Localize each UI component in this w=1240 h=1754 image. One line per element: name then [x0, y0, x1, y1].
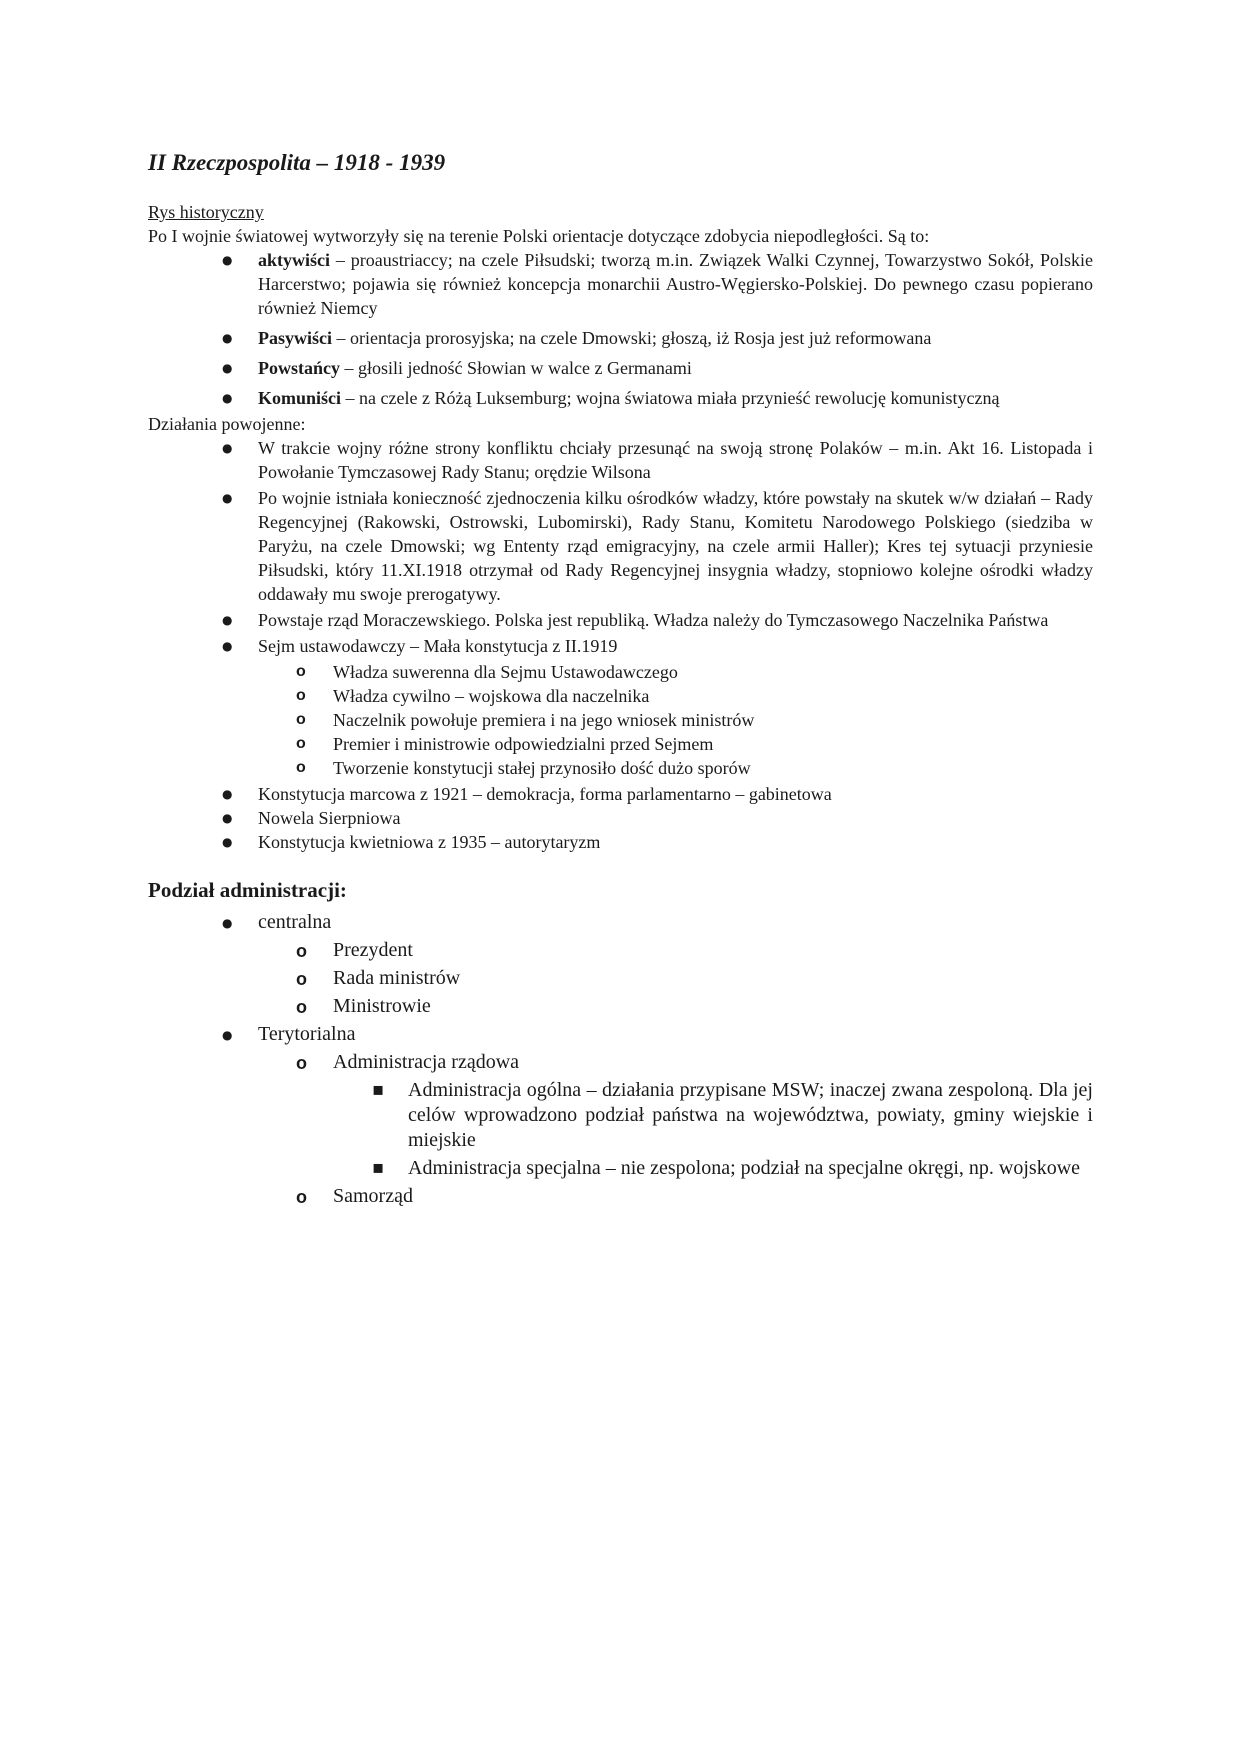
admin-list — [148, 910, 1093, 1209]
list-item: ● Po wojnie istniała konieczność zjednoczenia kilku ośrodków władzy, które powstały na skutek w/w działań – Rady Regencyjnej (Rakowski, Ostrowski, Lubomirski), Rady Stanu, Komitetu Narodowego Polskiego (siedziba w Paryżu, na czele Dmowski; wg Ententy rząd emigracyjny, na czele armii Haller); Kres tej sytuacji przyniesie Piłsudski, który 11.XI.1918 otrzymał od Rady Regencyjnej insygnia władzy, stopniowo kolejne ośrodki władzy oddawały mu swoje prerogatywy. — [148, 486, 1093, 606]
sub-list-item: o Ministrowie — [148, 994, 1093, 1019]
list-item: ● Konstytucja kwietniowa z 1935 – autorytaryzm — [148, 830, 1093, 854]
orientations-list — [148, 248, 1093, 410]
list-item: ● Sejm ustawodawczy – Mała konstytucja z II.1919 — [148, 634, 1093, 658]
list-item — [148, 248, 1093, 320]
list-item: ● W trakcie wojny różne strony konfliktu chciały przesunąć na swoją stronę Polaków – m.in. Akt 16. Listopada i Powołanie Tymczasowej Rady Stanu; orędzie Wilsona — [148, 436, 1093, 484]
sub-list-item: o Tworzenie konstytucji stałej przynosiło dość dużo sporów — [148, 756, 1093, 780]
postwar-list — [148, 436, 1093, 854]
list-item — [148, 326, 1093, 350]
orientation-term: Komuniści — [258, 388, 342, 408]
list-item — [148, 386, 1093, 410]
history-heading: Rys historyczny — [148, 202, 264, 222]
sub-list-item: o Samorząd — [148, 1184, 1093, 1209]
orientation-text: – na czele z Różą Luksemburg; wojna światowa miała przynieść rewolucję komunistyczną — [341, 388, 1000, 408]
sub-list-item: o Władza cywilno – wojskowa dla naczelnika — [148, 684, 1093, 708]
list-item: ● Konstytucja marcowa z 1921 – demokracja, forma parlamentarno – gabinetowa — [148, 782, 1093, 806]
list-item: ● Powstaje rząd Moraczewskiego. Polska jest republiką. Władza należy do Tymczasowego Naczelnika Państwa — [148, 608, 1093, 632]
sub-sub-list-item: ▪ Administracja ogólna – działania przypisane MSW; inaczej zwana zespoloną. Dla jej celów wprowadzono podział państwa na województwa, powiaty, gminy wiejskie i miejskie — [148, 1078, 1093, 1153]
page-title: II Rzeczpospolita – 1918 - 1939 — [148, 150, 446, 175]
sub-list-item: o Administracja rządowa — [148, 1050, 1093, 1075]
orientation-term: Powstańcy — [258, 358, 340, 378]
intro-paragraph: Po I wojnie światowej wytworzyły się na terenie Polski orientacje dotyczące zdobycia niepodległości. Są to: — [148, 226, 930, 246]
sub-list-item: o Prezydent — [148, 938, 1093, 963]
orientation-text: – głosili jedność Słowian w walce z Germanami — [340, 358, 692, 378]
list-item — [148, 356, 1093, 380]
orientation-text: – orientacja prorosyjska; na czele Dmowski; głoszą, iż Rosja jest już reformowana — [332, 328, 932, 348]
sub-sub-list-item: ▪ Administracja specjalna – nie zespolona; podział na specjalne okręgi, np. wojskowe — [148, 1156, 1093, 1181]
sub-list-item: o Władza suwerenna dla Sejmu Ustawodawczego — [148, 660, 1093, 684]
list-item: ● centralna — [148, 910, 1093, 935]
orientation-term: Pasywiści — [258, 328, 332, 348]
sub-list-item: o Naczelnik powołuje premiera i na jego wniosek ministrów — [148, 708, 1093, 732]
admin-heading: Podział administracji: — [148, 878, 347, 902]
document-body — [148, 148, 1093, 1212]
postwar-heading: Działania powojenne: — [148, 414, 306, 434]
sub-list-item: o Premier i ministrowie odpowiedzialni przed Sejmem — [148, 732, 1093, 756]
orientation-term: aktywiści — [258, 250, 330, 270]
list-item: ● Nowela Sierpniowa — [148, 806, 1093, 830]
sub-list-item: o Rada ministrów — [148, 966, 1093, 991]
list-item: ● Terytorialna — [148, 1022, 1093, 1047]
orientation-text: – proaustriaccy; na czele Piłsudski; tworzą m.in. Związek Walki Czynnej, Towarzystwo Sokół, Polskie Harcerstwo; pojawia się również koncepcja monarchii Austro-Węgiersko-Polskiej. Do pewnego czasu popierano również Niemcy — [258, 250, 1093, 318]
